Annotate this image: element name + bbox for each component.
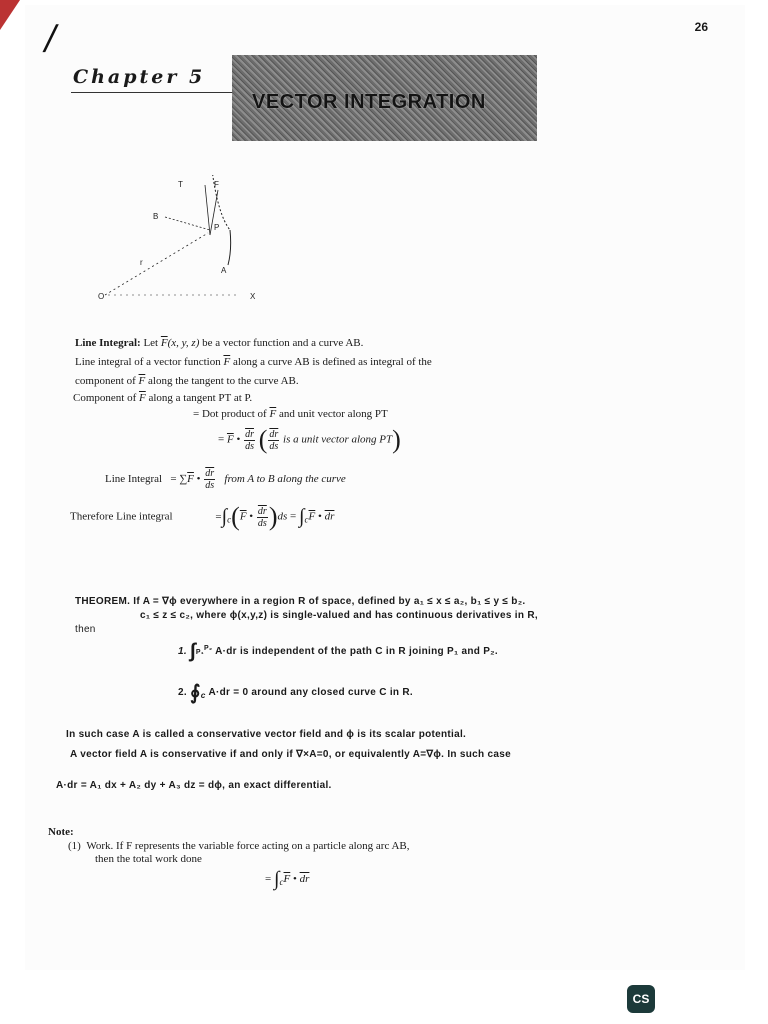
therefore-label: Therefore Line integral <box>70 510 173 523</box>
vector-function: $\overline{F}(x$, y, z) <box>160 337 200 349</box>
definition-text: Component of <box>73 392 137 404</box>
handwritten-mark: / <box>41 18 60 58</box>
dot-product-text: and unit vector along PT <box>278 408 388 420</box>
item-number: 2. <box>178 687 187 699</box>
note-heading: Note: <box>48 826 74 838</box>
item-number: 1. <box>178 646 187 658</box>
theorem-text: If A = ∇ϕ everywhere in a region R of space, defined by a₁ ≤ x ≤ a₂, b₁ ≤ y ≤ b₂. <box>133 596 526 607</box>
theorem-item-1: 1. ∫P₁$^{P_2}$ A·dr is independent of the path C in R joining P₁ and P₂. <box>178 640 499 662</box>
definition-text: Line integral of a vector function <box>75 356 221 368</box>
camscanner-badge[interactable]: CS <box>627 985 655 1013</box>
figure-label-f: F <box>214 180 219 189</box>
dot-product-text: = Dot product of <box>193 408 267 420</box>
conservative-definition: In such case A is called a conservative vector field and ϕ is its scalar potential. <box>66 729 467 740</box>
note-line-2: then the total work done <box>95 853 202 865</box>
vector-f: $\overline{F}$ <box>269 408 277 420</box>
theorem-then: then <box>75 624 96 635</box>
vector-f: $\overline{F}$ <box>139 392 146 404</box>
definition-line-4 <box>73 392 252 404</box>
theorem-line-2: c₁ ≤ z ≤ c₂, where ϕ(x,y,z) is single-valued and has continuous derivatives in R, <box>140 610 538 621</box>
chapter-banner <box>232 55 537 141</box>
figure-label-p: P <box>214 223 220 232</box>
theorem-line-1 <box>75 596 526 607</box>
vector-f: $\overline{F}$ <box>138 375 146 387</box>
dot-product-line <box>193 408 388 420</box>
tangent-figure <box>90 175 290 310</box>
theorem-item-2: 2. $∮_c$ A·dr = 0 around any closed curve C in R. <box>178 682 413 704</box>
figure-label-r: r <box>140 258 143 267</box>
definition-text: along the tangent to the curve AB. <box>148 375 299 387</box>
line-integral-sum: Line Integral = $\sum\overline{F}$ • $\frac{\overline{dr}}{ds}$ from A to B along the curve <box>105 468 346 491</box>
note-number: (1) <box>68 840 81 852</box>
page-corner-mark <box>0 0 20 30</box>
line-integral-label: Line Integral <box>105 473 163 486</box>
vector-f: $\overline{F}$ <box>223 356 231 368</box>
figure-label-x: X <box>250 292 256 301</box>
note-text: Work. If F represents the variable force acting on a particle along arc AB, <box>86 840 410 852</box>
definition-text: along a tangent PT at P. <box>148 392 253 404</box>
item-text: A·dr is independent of the path C in R joining P₁ and P₂. <box>215 646 499 658</box>
line-integral-heading: Line Integral: <box>75 337 141 349</box>
chapter-title: VECTOR INTEGRATION <box>252 91 486 113</box>
theorem-heading: THEOREM. <box>75 596 131 607</box>
definition-text: component of <box>75 375 136 387</box>
page-number: 26 <box>694 20 708 34</box>
definition-rest: be a vector function and a curve AB. <box>202 337 364 349</box>
note-line-1 <box>68 840 410 852</box>
definition-text: along a curve AB is defined as integral of the <box>232 356 432 368</box>
chapter-label: Chapter 5 <box>73 66 206 88</box>
definition-line-1 <box>75 337 363 349</box>
line-integral-result: Therefore Line integral $=\int_c(\overline{F}$ • $\frac{\overline{dr}}{ds}$ )$ds = \int_c\overline{F}$ • $\overline{dr}$ <box>70 502 335 531</box>
conservative-iff: A vector field A is conservative if and only if ∇×A=0, or equivalently A=∇ϕ. In such case <box>70 749 511 760</box>
figure-label-a: A <box>221 266 227 275</box>
figure-label-t: T <box>178 180 183 189</box>
exact-differential: A·dr = A₁ dx + A₂ dy + A₃ dz = dϕ, an exact differential. <box>56 780 332 791</box>
item-text: A·dr = 0 around any closed curve C in R. <box>208 687 413 699</box>
definition-line-2 <box>75 356 432 368</box>
figure-label-b: B <box>153 212 159 221</box>
from-a-to-b: from A to B along the curve <box>224 473 346 486</box>
definition-let: Let <box>143 337 159 349</box>
unit-note: is a unit vector along PT <box>283 433 393 446</box>
work-equation: = $\int_c\overline{F}$ • $\overline{dr}$ <box>265 868 310 890</box>
figure-label-o: O <box>98 292 105 301</box>
unit-vector-equation: = $\overline{F}$ • $\frac{\overline{dr}}{ds}$ ( $\frac{\overline{dr}}{ds}$ is a unit vector along PT) <box>218 425 401 454</box>
definition-line-3 <box>75 375 299 387</box>
